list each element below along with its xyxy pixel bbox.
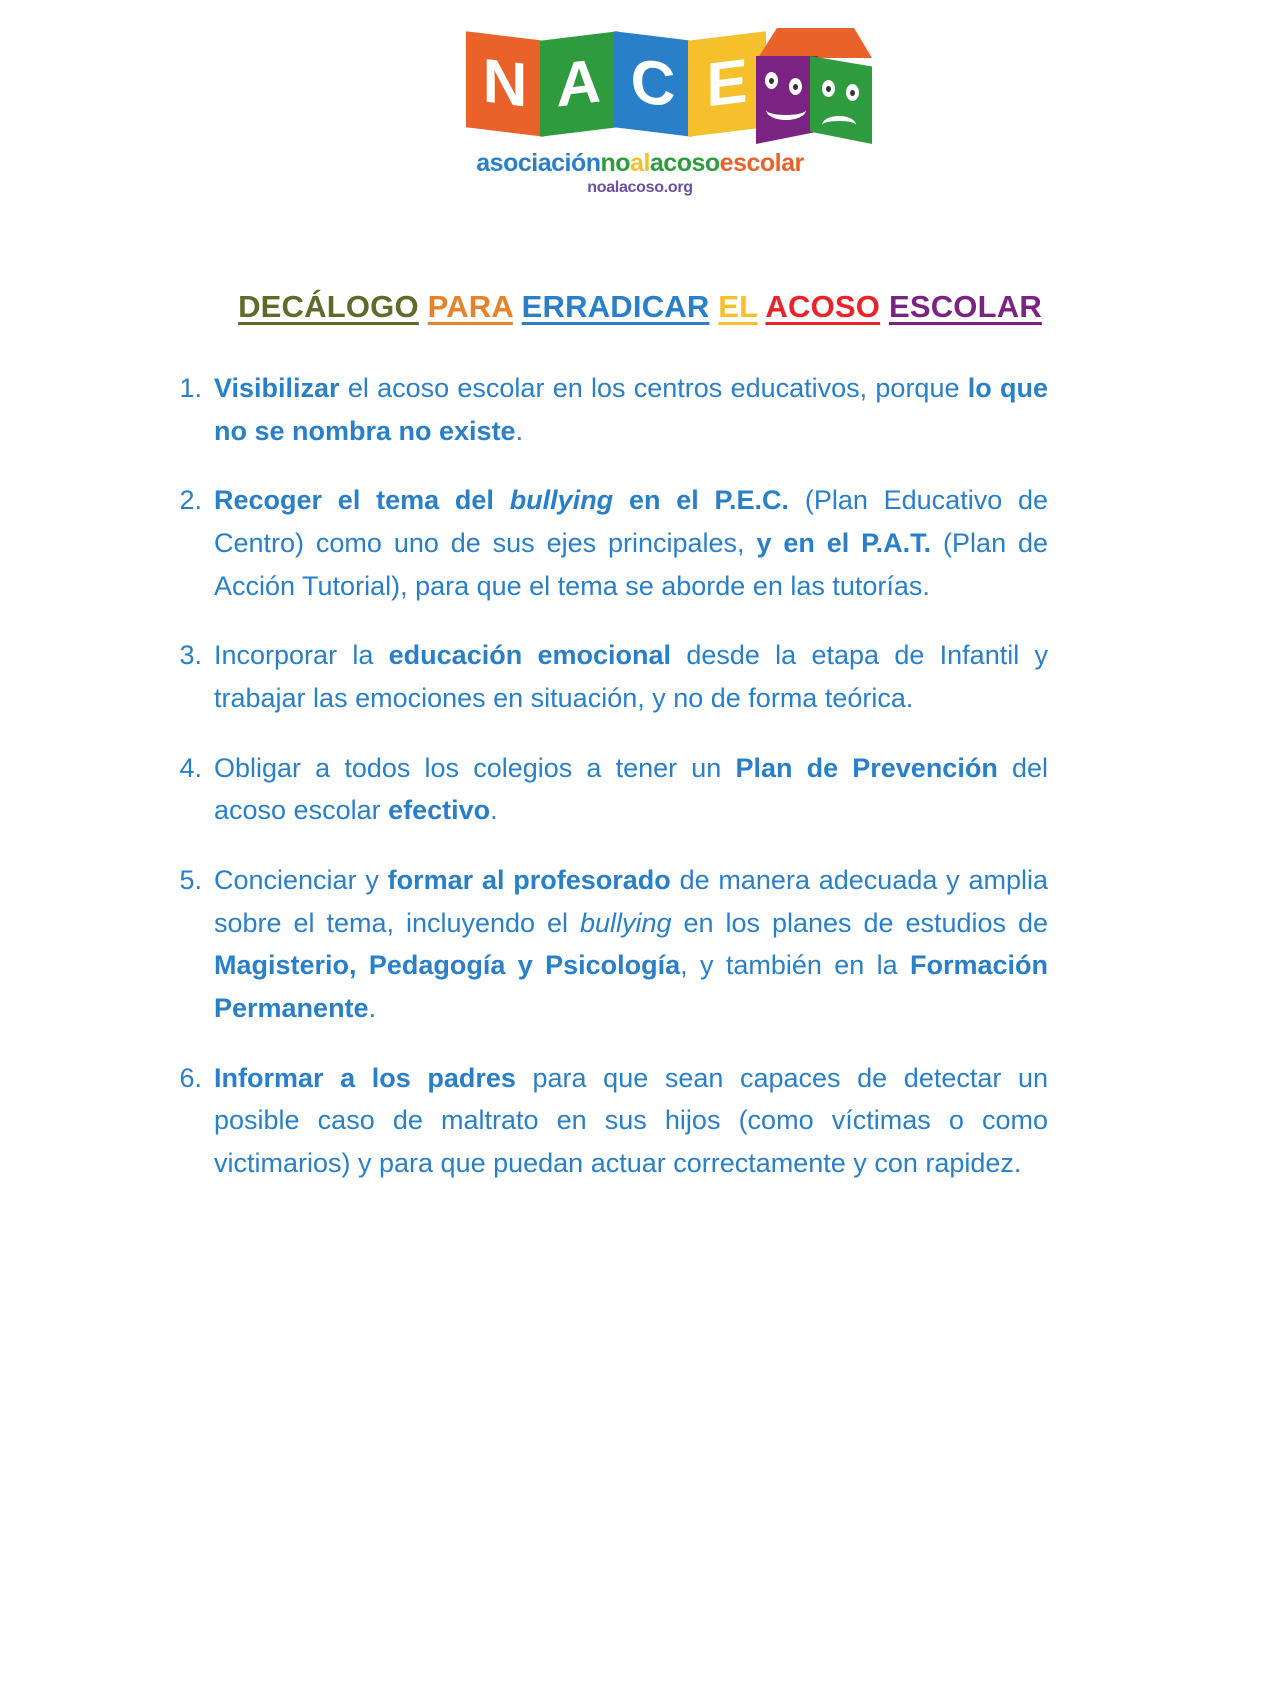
list-item — [172, 1057, 1048, 1185]
tagline-part-al: al — [630, 149, 650, 177]
cube-smile-icon — [766, 100, 806, 120]
list-item — [172, 747, 1048, 832]
cube-eye-left — [765, 72, 778, 89]
list-item-text: Informar a los padres para que sean capaces de detectar un posible caso de maltrato en sus hijos (como víctimas o como victimarios) y para que puedan actuar correctamente y con rapidez. — [214, 1062, 1048, 1178]
list-item-number: 2. — [179, 485, 202, 516]
cube-pupil-right — [793, 84, 798, 90]
logo-block-n: N — [466, 31, 544, 137]
logo-letter-blocks — [460, 22, 820, 147]
title-word-acoso: ACOSO — [765, 289, 881, 324]
logo-block-a: A — [540, 31, 618, 137]
list-item — [172, 479, 1048, 607]
logo-smiley-cube-icon — [752, 28, 872, 146]
cube-eye-right-2 — [846, 84, 859, 101]
list-item-text: Visibilizar el acoso escolar en los centros educativos, porque lo que no se nombra no existe. — [214, 373, 1049, 446]
title-word-erradicar: ERRADICAR — [521, 289, 710, 324]
tagline-part-asociacion: asociación — [476, 149, 601, 177]
list-item-text: Obligar a todos los colegios a tener un Plan de Prevención del acoso escolar efectivo. — [214, 752, 1049, 826]
list-item-number: 6. — [179, 1062, 202, 1093]
list-item-text: Recoger el tema del bullying en el P.E.C. (Plan Educativo de Centro) como uno de sus ejes principales, y en el P.A.T. (Plan de Acción Tutorial), para que el tema se aborde en las tutorías. — [214, 485, 1049, 601]
tagline-part-acoso: acoso — [649, 149, 720, 177]
title-word-decalogo: DECÁLOGO — [238, 289, 419, 324]
list-item-number: 5. — [179, 864, 202, 895]
cube-eye-left-2 — [822, 80, 835, 97]
list-item — [172, 634, 1048, 719]
page-title — [0, 289, 1280, 325]
cube-left-face-happy — [756, 56, 818, 144]
list-item-number: 3. — [179, 640, 202, 671]
cube-frown-icon — [822, 116, 856, 134]
list-item-number: 4. — [179, 752, 202, 783]
cube-right-face-sad — [810, 56, 872, 144]
title-word-el: EL — [718, 289, 758, 324]
list-item-number: 1. — [179, 373, 202, 403]
logo-block-e: E — [688, 31, 766, 137]
tagline-part-escolar: escolar — [719, 149, 804, 177]
logo-tagline — [476, 149, 803, 178]
list-item — [172, 367, 1048, 452]
nace-logo — [0, 0, 1280, 197]
tagline-part-no: no — [600, 149, 631, 177]
title-word-escolar: ESCOLAR — [888, 289, 1042, 324]
title-word-para: PARA — [427, 289, 513, 324]
cube-pupil-right-2 — [850, 90, 855, 96]
cube-pupil-left-2 — [826, 86, 831, 92]
cube-eye-right — [789, 78, 802, 95]
list-item-text: Incorporar la educación emocional desde la etapa de Infantil y trabajar las emociones en situación, y no de forma teórica. — [214, 640, 1048, 713]
list-item — [172, 859, 1048, 1030]
logo-block-c: C — [614, 31, 692, 137]
decalogue-list — [0, 367, 1280, 1185]
logo-website-url: noalacoso.org — [587, 179, 693, 196]
cube-pupil-left — [769, 78, 774, 84]
list-item-text: Concienciar y formar al profesorado de manera adecuada y amplia sobre el tema, incluyendo el bullying en los planes de estudios de Magisterio, Pedagogía y Psicología, y también en la Formación Permanente. — [214, 864, 1048, 1023]
